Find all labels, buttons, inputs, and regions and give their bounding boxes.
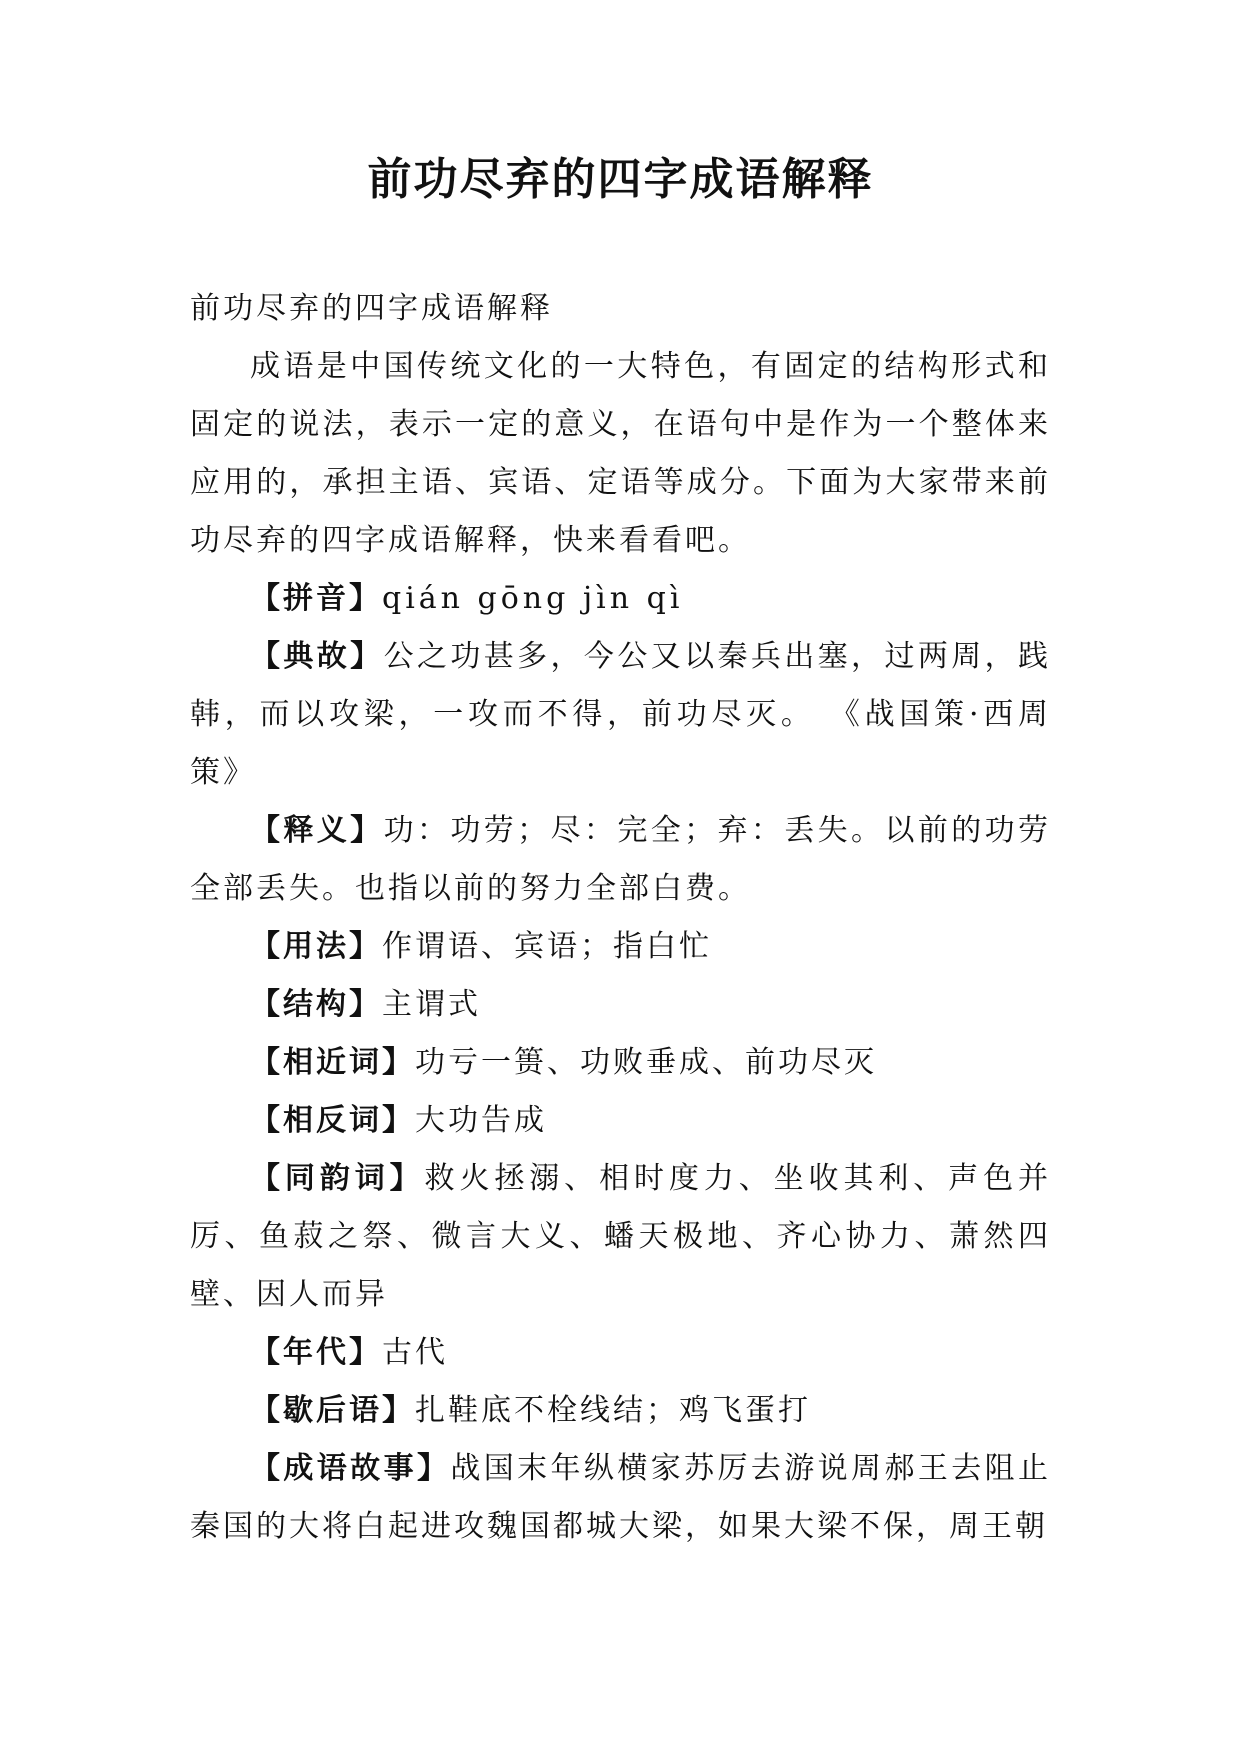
entry-label: 【释义】: [250, 813, 384, 848]
entry-text: 扎鞋底不栓线结；鸡飞蛋打: [415, 1393, 811, 1428]
entry-structure: [190, 976, 1051, 1034]
entry-pinyin: [190, 570, 1051, 628]
entry-text: 作谓语、宾语；指白忙: [382, 929, 712, 964]
entry-label: 【成语故事】: [250, 1451, 451, 1486]
document-subtitle: 前功尽弃的四字成语解释: [190, 291, 553, 326]
entry-story: [190, 1440, 1051, 1556]
entry-label: 【同韵词】: [250, 1161, 425, 1196]
entry-label: 【拼音】: [250, 581, 382, 616]
entry-label: 【典故】: [250, 639, 384, 674]
entry-text: 古代: [382, 1335, 448, 1370]
entry-text: 大功告成: [415, 1103, 547, 1138]
entry-label: 【用法】: [250, 929, 382, 964]
entry-usage: [190, 918, 1051, 976]
entry-xiehouyu: [190, 1382, 1051, 1440]
entry-allusion: [190, 628, 1051, 802]
entry-label: 【相反词】: [250, 1103, 415, 1138]
intro-paragraph: 成语是中国传统文化的一大特色，有固定的结构形式和固定的说法，表示一定的意义，在语句中是作为一个整体来应用的，承担主语、宾语、定语等成分。下面为大家带来前功尽弃的四字成语解释，快来看看吧。: [190, 349, 1051, 558]
entry-text: 战国末年纵横家苏厉去游说周郝王去阻止秦国的大将白起进攻魏国都城大梁，如果大梁不保，周王朝: [190, 1451, 1052, 1544]
entry-label: 【歇后语】: [250, 1393, 415, 1428]
entry-era: [190, 1324, 1051, 1382]
entry-label: 【年代】: [250, 1335, 382, 1370]
page-title: 前功尽弃的四字成语解释: [367, 154, 874, 205]
entry-text: 主谓式: [382, 987, 481, 1022]
entry-text: 公之功甚多，今公又以秦兵出塞，过两周，践韩，而以攻梁，一攻而不得，前功尽灭。 《战国策·西周策》: [190, 639, 1052, 790]
entry-label: 【相近词】: [250, 1045, 415, 1080]
entry-label: 【结构】: [250, 987, 382, 1022]
entry-text: 功：功劳；尽：完全；弃：丢失。以前的功劳全部丢失。也指以前的努力全部白费。: [190, 813, 1052, 906]
entry-rhymes: [190, 1150, 1051, 1324]
entry-text: 救火拯溺、相时度力、坐收其利、声色并厉、鱼菽之祭、微言大义、蟠天极地、齐心协力、萧然四壁、因人而异: [190, 1161, 1052, 1312]
entry-antonyms: [190, 1092, 1051, 1150]
entry-text: qián gōng jìn qì: [382, 581, 684, 616]
entry-synonyms: [190, 1034, 1051, 1092]
entry-text: 功亏一篑、功败垂成、前功尽灭: [415, 1045, 877, 1080]
entry-meaning: [190, 802, 1051, 918]
